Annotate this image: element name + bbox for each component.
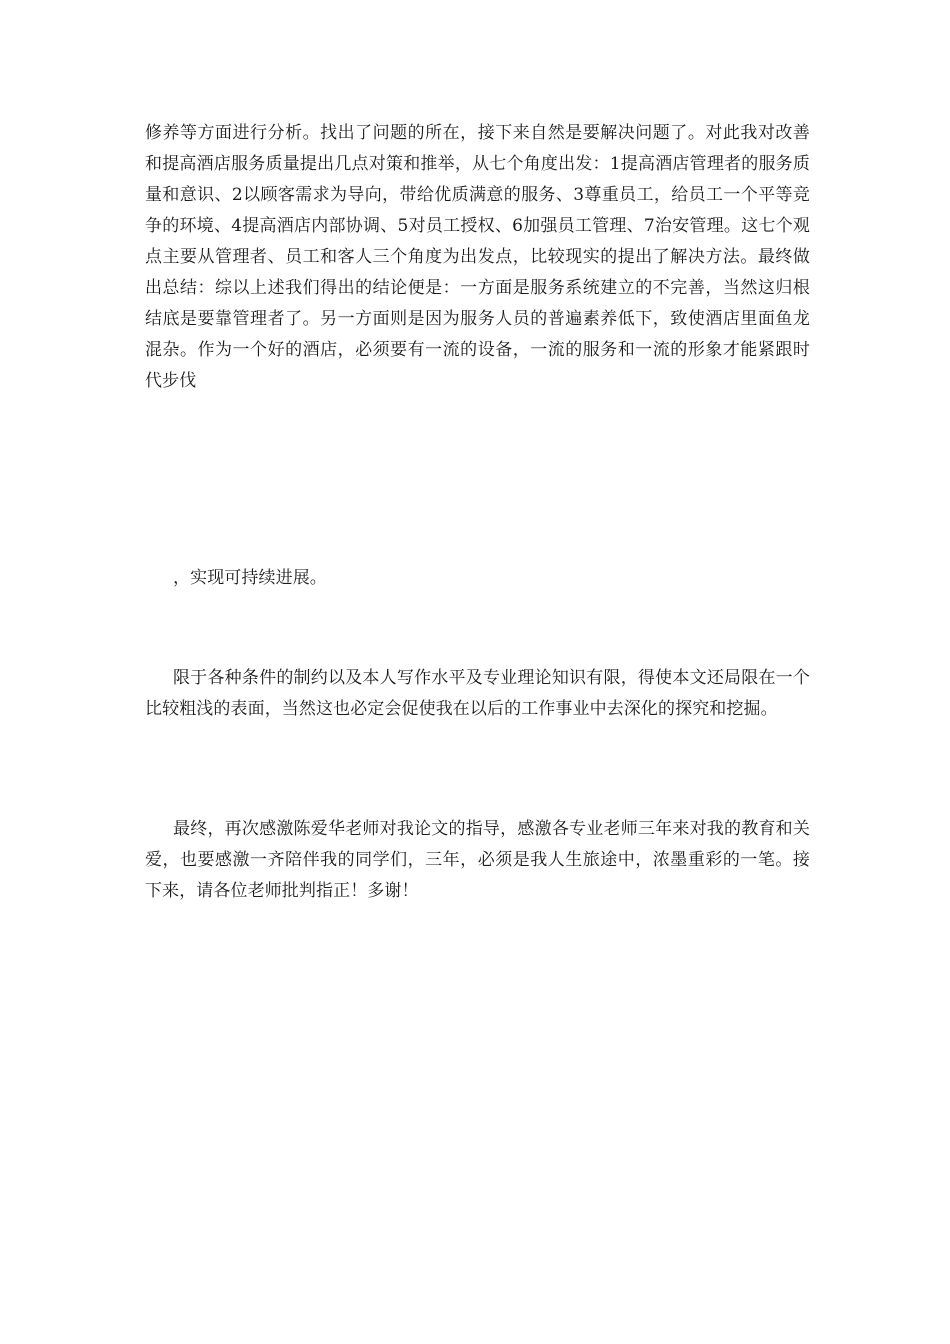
paragraph-limitations: 限于各种条件的制约以及本人写作水平及专业理论知识有限，得使本文还局限在一个比较粗浅的表面，当然这也必定会促使我在以后的工作事业中去深化的探究和挖掘。 — [145, 668, 810, 719]
paragraph-sustainable-development: ，实现可持续进展。 — [173, 568, 327, 588]
paragraph-acknowledgements: 最终，再次感激陈爱华老师对我论文的指导，感激各专业老师三年来对我的教育和关爱，也要感激一齐陪伴我的同学们，三年，必须是我人生旅途中，浓墨重彩的一笔。接下来，请各位老师批判指正！多谢！ — [145, 819, 810, 901]
paragraph-analysis-summary: 修养等方面进行分析。找出了问题的所在，接下来自然是要解决问题了。对此我对改善和提高酒店服务质量提出几点对策和推举，从七个角度出发：1提高酒店管理者的服务质量和意识、2以顾客需求为导向，带给优质满意的服务、3尊重员工，给员工一个平等竞争的环境、4提高酒店内部协调、5对员工授权、6加强员工管理、7治安管理。这七个观点主要从管理者、员工和客人三个角度为出发点，比较现实的提出了解决方法。最终做出总结：综以上述我们得出的结论便是：一方面是服务系统建立的不完善，当然这归根结底是要靠管理者了。另一方面则是因为服务人员的普遍素养低下，致使酒店里面鱼龙混杂。作为一个好的酒店，必须要有一流的设备，一流的服务和一流的形象才能紧跟时代步伐 — [145, 123, 810, 391]
